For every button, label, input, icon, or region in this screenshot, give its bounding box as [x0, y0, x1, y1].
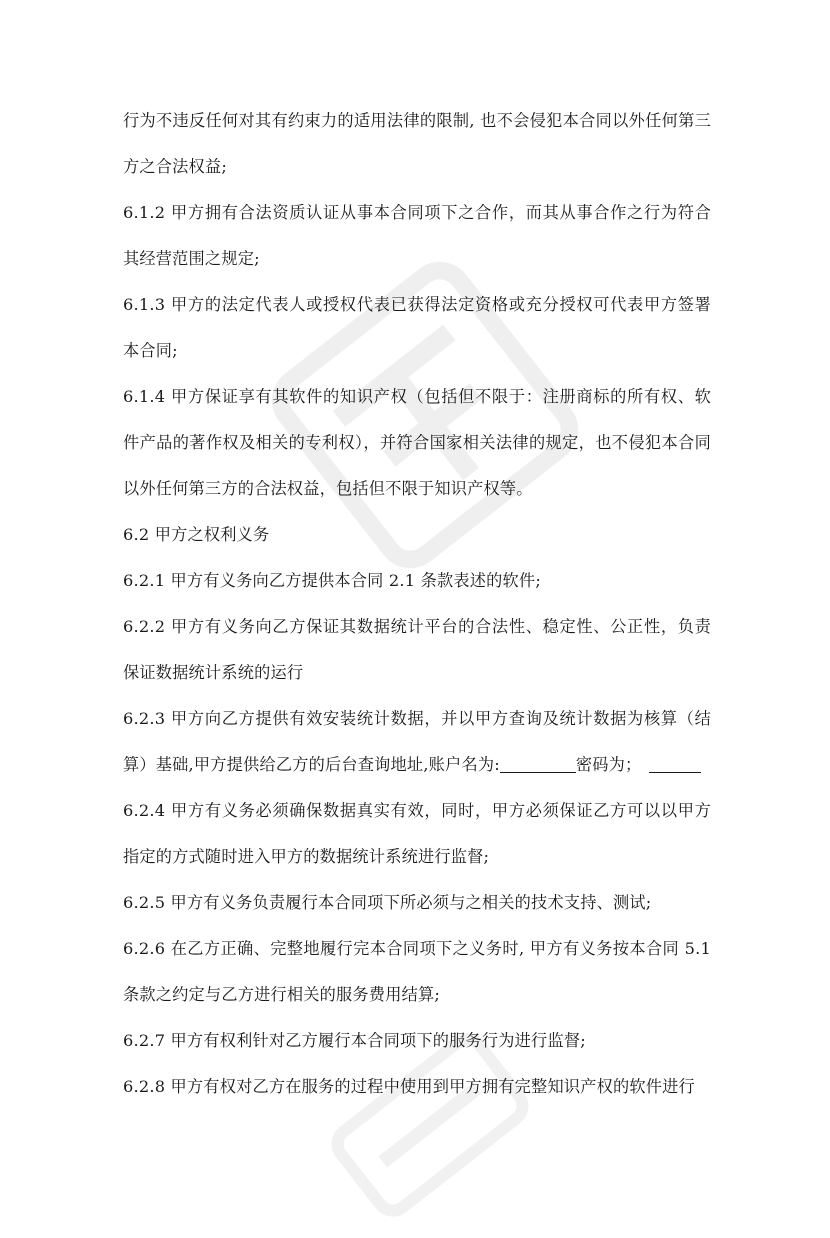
paragraph-6-2-4: 6.2.4 甲方有义务必须确保数据真实有效，同时，甲方必须保证乙方可以以甲方指定的方式随时进入甲方的数据统计系统进行监督; [123, 801, 711, 866]
paragraph-6-1-4: 6.1.4 甲方保证享有其软件的知识产权（包括但不限于：注册商标的所有权、软件产品的著作权及相关的专利权），并符合国家相关法律的规定，也不侵犯本合同以外任何第三方的合法权益，包括但不限于知识产权等。 [123, 387, 711, 498]
paragraph-6-1-2: 6.1.2 甲方拥有合法资质认证从事本合同项下之合作，而其从事合作之行为符合其经营范围之规定; [123, 203, 711, 268]
password-blank [649, 754, 701, 773]
paragraph-6-2-3-text-a: 6.2.3 甲方向乙方提供有效安装统计数据，并以甲方查询及统计数据为核算（结算）基础,甲方提供给乙方的后台查询地址,账户名为: [123, 709, 711, 774]
paragraph-6-2-8: 6.2.8 甲方有权对乙方在服务的过程中使用到甲方拥有完整知识产权的软件进行 [123, 1077, 695, 1096]
document-body [123, 98, 711, 1110]
paragraph-6-1-1-continued: 行为不违反任何对其有约束力的适用法律的限制, 也不会侵犯本合同以外任何第三方之合法权益; [123, 111, 711, 176]
paragraph-6-2-1: 6.2.1 甲方有义务向乙方提供本合同 2.1 条款表述的软件; [123, 571, 541, 590]
paragraph-6-2-3 [123, 696, 711, 788]
section-heading-6-2: 6.2 甲方之权利义务 [123, 525, 270, 544]
paragraph-6-2-5: 6.2.5 甲方有义务负责履行本合同项下所必须与之相关的技术支持、测试; [123, 893, 652, 912]
paragraph-6-2-6: 6.2.6 在乙方正确、完整地履行完本合同项下之义务时, 甲方有义务按本合同 5.1 条款之约定与乙方进行相关的服务费用结算; [123, 939, 711, 1004]
paragraph-6-2-7: 6.2.7 甲方有权利针对乙方履行本合同项下的服务行为进行监督; [123, 1031, 586, 1050]
paragraph-6-1-3: 6.1.3 甲方的法定代表人或授权代表已获得法定资格或充分授权可代表甲方签署本合同; [123, 295, 711, 360]
paragraph-6-2-3-text-b: 密码为； [575, 755, 642, 774]
account-name-blank [500, 754, 576, 773]
paragraph-6-2-2: 6.2.2 甲方有义务向乙方保证其数据统计平台的合法性、稳定性、公正性，负责保证数据统计系统的运行 [123, 617, 711, 682]
